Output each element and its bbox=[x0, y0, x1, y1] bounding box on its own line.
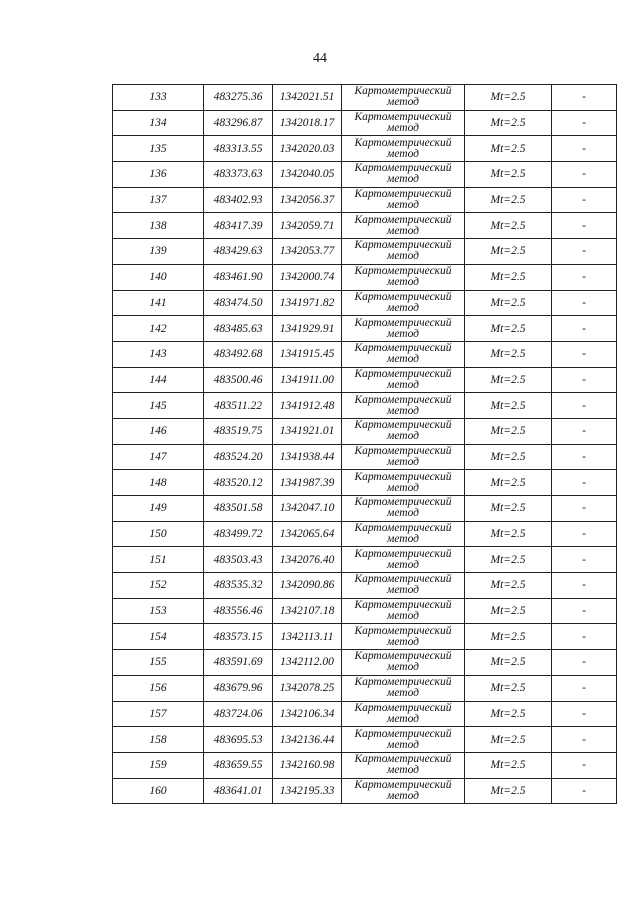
method-line-2: метод bbox=[386, 558, 419, 571]
x-coordinate-cell: 483485.63 bbox=[204, 316, 273, 342]
note-cell: - bbox=[552, 187, 617, 213]
method-cell bbox=[342, 521, 465, 547]
table-row bbox=[113, 573, 617, 599]
page-number: 44 bbox=[313, 51, 327, 66]
note-cell: - bbox=[552, 650, 617, 676]
note-cell: - bbox=[552, 85, 617, 111]
method-line-2: метод bbox=[386, 687, 419, 700]
method-cell bbox=[342, 85, 465, 111]
x-coordinate-cell: 483573.15 bbox=[204, 624, 273, 650]
point-number-cell: 139 bbox=[113, 239, 204, 265]
method-cell bbox=[342, 752, 465, 778]
accuracy-cell: Mt=2.5 bbox=[465, 547, 552, 573]
table-row bbox=[113, 110, 617, 136]
method-line-1: Картометрический bbox=[354, 316, 452, 329]
method-line-2: метод bbox=[386, 584, 419, 597]
method-cell bbox=[342, 136, 465, 162]
method-cell bbox=[342, 496, 465, 522]
method-line-1: Картометрический bbox=[354, 162, 452, 175]
y-coordinate-cell: 1342078.25 bbox=[273, 675, 342, 701]
coordinates-table-body bbox=[113, 85, 617, 804]
table-row bbox=[113, 752, 617, 778]
x-coordinate-cell: 483461.90 bbox=[204, 264, 273, 290]
method-line-1: Картометрический bbox=[354, 701, 452, 714]
method-line-1: Картометрический bbox=[354, 85, 452, 98]
point-number-cell: 142 bbox=[113, 316, 204, 342]
method-cell bbox=[342, 778, 465, 804]
point-number-cell: 134 bbox=[113, 110, 204, 136]
method-line-2: метод bbox=[386, 455, 419, 468]
note-cell: - bbox=[552, 393, 617, 419]
x-coordinate-cell: 483417.39 bbox=[204, 213, 273, 239]
table-row bbox=[113, 444, 617, 470]
method-line-2: метод bbox=[386, 481, 419, 494]
y-coordinate-cell: 1342160.98 bbox=[273, 752, 342, 778]
coordinates-table bbox=[112, 84, 617, 804]
accuracy-cell: Mt=2.5 bbox=[465, 367, 552, 393]
method-line-2: метод bbox=[386, 404, 419, 417]
method-cell bbox=[342, 418, 465, 444]
method-line-2: метод bbox=[386, 610, 419, 623]
method-line-1: Картометрический bbox=[354, 419, 452, 432]
table-row bbox=[113, 496, 617, 522]
accuracy-cell: Mt=2.5 bbox=[465, 136, 552, 162]
method-line-1: Картометрический bbox=[354, 547, 452, 560]
method-line-2: метод bbox=[386, 738, 419, 751]
note-cell: - bbox=[552, 496, 617, 522]
point-number-cell: 148 bbox=[113, 470, 204, 496]
accuracy-cell: Mt=2.5 bbox=[465, 290, 552, 316]
accuracy-cell: Mt=2.5 bbox=[465, 110, 552, 136]
point-number-cell: 159 bbox=[113, 752, 204, 778]
accuracy-cell: Mt=2.5 bbox=[465, 187, 552, 213]
y-coordinate-cell: 1342113.11 bbox=[273, 624, 342, 650]
x-coordinate-cell: 483313.55 bbox=[204, 136, 273, 162]
point-number-cell: 157 bbox=[113, 701, 204, 727]
method-cell bbox=[342, 264, 465, 290]
note-cell: - bbox=[552, 752, 617, 778]
method-line-2: метод bbox=[386, 301, 419, 314]
note-cell: - bbox=[552, 316, 617, 342]
table-row bbox=[113, 393, 617, 419]
y-coordinate-cell: 1342112.00 bbox=[273, 650, 342, 676]
method-line-2: метод bbox=[386, 353, 419, 366]
method-line-1: Картометрический bbox=[354, 367, 452, 380]
method-line-1: Картометрический bbox=[354, 290, 452, 303]
point-number-cell: 136 bbox=[113, 162, 204, 188]
table-row bbox=[113, 727, 617, 753]
accuracy-cell: Mt=2.5 bbox=[465, 624, 552, 650]
note-cell: - bbox=[552, 624, 617, 650]
accuracy-cell: Mt=2.5 bbox=[465, 521, 552, 547]
table-row bbox=[113, 675, 617, 701]
x-coordinate-cell: 483535.32 bbox=[204, 573, 273, 599]
y-coordinate-cell: 1341929.91 bbox=[273, 316, 342, 342]
method-cell bbox=[342, 290, 465, 316]
y-coordinate-cell: 1342056.37 bbox=[273, 187, 342, 213]
note-cell: - bbox=[552, 264, 617, 290]
method-line-1: Картометрический bbox=[354, 342, 452, 355]
point-number-cell: 152 bbox=[113, 573, 204, 599]
x-coordinate-cell: 483296.87 bbox=[204, 110, 273, 136]
note-cell: - bbox=[552, 239, 617, 265]
accuracy-cell: Mt=2.5 bbox=[465, 213, 552, 239]
method-line-1: Картометрический bbox=[354, 778, 452, 791]
x-coordinate-cell: 483520.12 bbox=[204, 470, 273, 496]
y-coordinate-cell: 1342106.34 bbox=[273, 701, 342, 727]
method-line-2: метод bbox=[386, 173, 419, 186]
note-cell: - bbox=[552, 547, 617, 573]
point-number-cell: 153 bbox=[113, 598, 204, 624]
y-coordinate-cell: 1341912.48 bbox=[273, 393, 342, 419]
point-number-cell: 141 bbox=[113, 290, 204, 316]
note-cell: - bbox=[552, 341, 617, 367]
note-cell: - bbox=[552, 418, 617, 444]
y-coordinate-cell: 1342018.17 bbox=[273, 110, 342, 136]
accuracy-cell: Mt=2.5 bbox=[465, 341, 552, 367]
y-coordinate-cell: 1341911.00 bbox=[273, 367, 342, 393]
method-cell bbox=[342, 393, 465, 419]
method-line-2: метод bbox=[386, 789, 419, 802]
method-line-1: Картометрический bbox=[354, 111, 452, 124]
point-number-cell: 147 bbox=[113, 444, 204, 470]
method-cell bbox=[342, 316, 465, 342]
accuracy-cell: Mt=2.5 bbox=[465, 573, 552, 599]
table-row bbox=[113, 187, 617, 213]
method-cell bbox=[342, 675, 465, 701]
table-row bbox=[113, 650, 617, 676]
method-line-2: метод bbox=[386, 199, 419, 212]
method-line-1: Картометрический bbox=[354, 676, 452, 689]
method-line-2: метод bbox=[386, 764, 419, 777]
accuracy-cell: Mt=2.5 bbox=[465, 778, 552, 804]
y-coordinate-cell: 1342021.51 bbox=[273, 85, 342, 111]
method-cell bbox=[342, 727, 465, 753]
table-row bbox=[113, 264, 617, 290]
x-coordinate-cell: 483724.06 bbox=[204, 701, 273, 727]
point-number-cell: 150 bbox=[113, 521, 204, 547]
note-cell: - bbox=[552, 290, 617, 316]
method-cell bbox=[342, 650, 465, 676]
method-line-2: метод bbox=[386, 122, 419, 135]
point-number-cell: 155 bbox=[113, 650, 204, 676]
x-coordinate-cell: 483275.36 bbox=[204, 85, 273, 111]
method-line-1: Картометрический bbox=[354, 188, 452, 201]
note-cell: - bbox=[552, 444, 617, 470]
note-cell: - bbox=[552, 675, 617, 701]
y-coordinate-cell: 1342065.64 bbox=[273, 521, 342, 547]
table-row bbox=[113, 624, 617, 650]
x-coordinate-cell: 483641.01 bbox=[204, 778, 273, 804]
table-row bbox=[113, 341, 617, 367]
note-cell: - bbox=[552, 367, 617, 393]
method-cell bbox=[342, 444, 465, 470]
point-number-cell: 151 bbox=[113, 547, 204, 573]
method-line-1: Картометрический bbox=[354, 522, 452, 535]
method-line-1: Картометрический bbox=[354, 650, 452, 663]
point-number-cell: 138 bbox=[113, 213, 204, 239]
y-coordinate-cell: 1342020.03 bbox=[273, 136, 342, 162]
point-number-cell: 154 bbox=[113, 624, 204, 650]
method-cell bbox=[342, 341, 465, 367]
y-coordinate-cell: 1342047.10 bbox=[273, 496, 342, 522]
accuracy-cell: Mt=2.5 bbox=[465, 162, 552, 188]
method-line-2: метод bbox=[386, 276, 419, 289]
method-line-1: Картометрический bbox=[354, 265, 452, 278]
method-line-1: Картометрический bbox=[354, 239, 452, 252]
method-line-1: Картометрический bbox=[354, 213, 452, 226]
accuracy-cell: Mt=2.5 bbox=[465, 239, 552, 265]
method-line-1: Картометрический bbox=[354, 393, 452, 406]
y-coordinate-cell: 1342107.18 bbox=[273, 598, 342, 624]
x-coordinate-cell: 483511.22 bbox=[204, 393, 273, 419]
note-cell: - bbox=[552, 110, 617, 136]
method-line-2: метод bbox=[386, 147, 419, 160]
method-cell bbox=[342, 547, 465, 573]
method-line-2: метод bbox=[386, 96, 419, 109]
x-coordinate-cell: 483679.96 bbox=[204, 675, 273, 701]
method-line-2: метод bbox=[386, 507, 419, 520]
x-coordinate-cell: 483499.72 bbox=[204, 521, 273, 547]
table-row bbox=[113, 239, 617, 265]
table-row bbox=[113, 547, 617, 573]
point-number-cell: 137 bbox=[113, 187, 204, 213]
x-coordinate-cell: 483503.43 bbox=[204, 547, 273, 573]
method-cell bbox=[342, 624, 465, 650]
table-row bbox=[113, 290, 617, 316]
point-number-cell: 158 bbox=[113, 727, 204, 753]
method-cell bbox=[342, 470, 465, 496]
x-coordinate-cell: 483501.58 bbox=[204, 496, 273, 522]
table-row bbox=[113, 418, 617, 444]
y-coordinate-cell: 1341938.44 bbox=[273, 444, 342, 470]
method-cell bbox=[342, 239, 465, 265]
point-number-cell: 160 bbox=[113, 778, 204, 804]
table-row bbox=[113, 367, 617, 393]
method-line-1: Картометрический bbox=[354, 496, 452, 509]
y-coordinate-cell: 1341971.82 bbox=[273, 290, 342, 316]
method-line-1: Картометрический bbox=[354, 727, 452, 740]
note-cell: - bbox=[552, 727, 617, 753]
accuracy-cell: Mt=2.5 bbox=[465, 316, 552, 342]
method-line-1: Картометрический bbox=[354, 136, 452, 149]
x-coordinate-cell: 483492.68 bbox=[204, 341, 273, 367]
accuracy-cell: Mt=2.5 bbox=[465, 752, 552, 778]
point-number-cell: 145 bbox=[113, 393, 204, 419]
method-line-2: метод bbox=[386, 224, 419, 237]
accuracy-cell: Mt=2.5 bbox=[465, 701, 552, 727]
note-cell: - bbox=[552, 521, 617, 547]
table-row bbox=[113, 470, 617, 496]
method-cell bbox=[342, 162, 465, 188]
note-cell: - bbox=[552, 701, 617, 727]
x-coordinate-cell: 483591.69 bbox=[204, 650, 273, 676]
y-coordinate-cell: 1342053.77 bbox=[273, 239, 342, 265]
x-coordinate-cell: 483402.93 bbox=[204, 187, 273, 213]
method-cell bbox=[342, 110, 465, 136]
accuracy-cell: Mt=2.5 bbox=[465, 470, 552, 496]
y-coordinate-cell: 1342059.71 bbox=[273, 213, 342, 239]
method-line-1: Картометрический bbox=[354, 753, 452, 766]
accuracy-cell: Mt=2.5 bbox=[465, 444, 552, 470]
y-coordinate-cell: 1342076.40 bbox=[273, 547, 342, 573]
accuracy-cell: Mt=2.5 bbox=[465, 675, 552, 701]
method-line-1: Картометрический bbox=[354, 624, 452, 637]
y-coordinate-cell: 1342136.44 bbox=[273, 727, 342, 753]
point-number-cell: 144 bbox=[113, 367, 204, 393]
note-cell: - bbox=[552, 470, 617, 496]
table-row bbox=[113, 162, 617, 188]
accuracy-cell: Mt=2.5 bbox=[465, 264, 552, 290]
x-coordinate-cell: 483695.53 bbox=[204, 727, 273, 753]
x-coordinate-cell: 483429.63 bbox=[204, 239, 273, 265]
method-line-2: метод bbox=[386, 712, 419, 725]
note-cell: - bbox=[552, 136, 617, 162]
method-cell bbox=[342, 701, 465, 727]
point-number-cell: 149 bbox=[113, 496, 204, 522]
y-coordinate-cell: 1342000.74 bbox=[273, 264, 342, 290]
note-cell: - bbox=[552, 778, 617, 804]
point-number-cell: 156 bbox=[113, 675, 204, 701]
y-coordinate-cell: 1341987.39 bbox=[273, 470, 342, 496]
method-line-1: Картометрический bbox=[354, 599, 452, 612]
x-coordinate-cell: 483474.50 bbox=[204, 290, 273, 316]
table-row bbox=[113, 316, 617, 342]
x-coordinate-cell: 483373.63 bbox=[204, 162, 273, 188]
table-row bbox=[113, 136, 617, 162]
method-line-1: Картометрический bbox=[354, 444, 452, 457]
method-line-2: метод bbox=[386, 533, 419, 546]
accuracy-cell: Mt=2.5 bbox=[465, 85, 552, 111]
table-row bbox=[113, 213, 617, 239]
accuracy-cell: Mt=2.5 bbox=[465, 650, 552, 676]
accuracy-cell: Mt=2.5 bbox=[465, 418, 552, 444]
y-coordinate-cell: 1341921.01 bbox=[273, 418, 342, 444]
method-line-1: Картометрический bbox=[354, 470, 452, 483]
point-number-cell: 143 bbox=[113, 341, 204, 367]
point-number-cell: 135 bbox=[113, 136, 204, 162]
method-cell bbox=[342, 187, 465, 213]
y-coordinate-cell: 1342040.05 bbox=[273, 162, 342, 188]
method-cell bbox=[342, 598, 465, 624]
accuracy-cell: Mt=2.5 bbox=[465, 598, 552, 624]
table-row bbox=[113, 778, 617, 804]
table-row bbox=[113, 85, 617, 111]
table-row bbox=[113, 701, 617, 727]
note-cell: - bbox=[552, 162, 617, 188]
method-line-1: Картометрический bbox=[354, 573, 452, 586]
y-coordinate-cell: 1341915.45 bbox=[273, 341, 342, 367]
accuracy-cell: Mt=2.5 bbox=[465, 393, 552, 419]
y-coordinate-cell: 1342090.86 bbox=[273, 573, 342, 599]
point-number-cell: 133 bbox=[113, 85, 204, 111]
method-line-2: метод bbox=[386, 378, 419, 391]
method-cell bbox=[342, 367, 465, 393]
y-coordinate-cell: 1342195.33 bbox=[273, 778, 342, 804]
method-line-2: метод bbox=[386, 635, 419, 648]
accuracy-cell: Mt=2.5 bbox=[465, 727, 552, 753]
method-line-2: метод bbox=[386, 661, 419, 674]
note-cell: - bbox=[552, 573, 617, 599]
table-row bbox=[113, 521, 617, 547]
point-number-cell: 140 bbox=[113, 264, 204, 290]
method-line-2: метод bbox=[386, 430, 419, 443]
method-cell bbox=[342, 213, 465, 239]
note-cell: - bbox=[552, 213, 617, 239]
method-line-2: метод bbox=[386, 250, 419, 263]
method-cell bbox=[342, 573, 465, 599]
accuracy-cell: Mt=2.5 bbox=[465, 496, 552, 522]
table-row bbox=[113, 598, 617, 624]
x-coordinate-cell: 483519.75 bbox=[204, 418, 273, 444]
note-cell: - bbox=[552, 598, 617, 624]
x-coordinate-cell: 483556.46 bbox=[204, 598, 273, 624]
x-coordinate-cell: 483500.46 bbox=[204, 367, 273, 393]
x-coordinate-cell: 483659.55 bbox=[204, 752, 273, 778]
point-number-cell: 146 bbox=[113, 418, 204, 444]
x-coordinate-cell: 483524.20 bbox=[204, 444, 273, 470]
method-line-2: метод bbox=[386, 327, 419, 340]
